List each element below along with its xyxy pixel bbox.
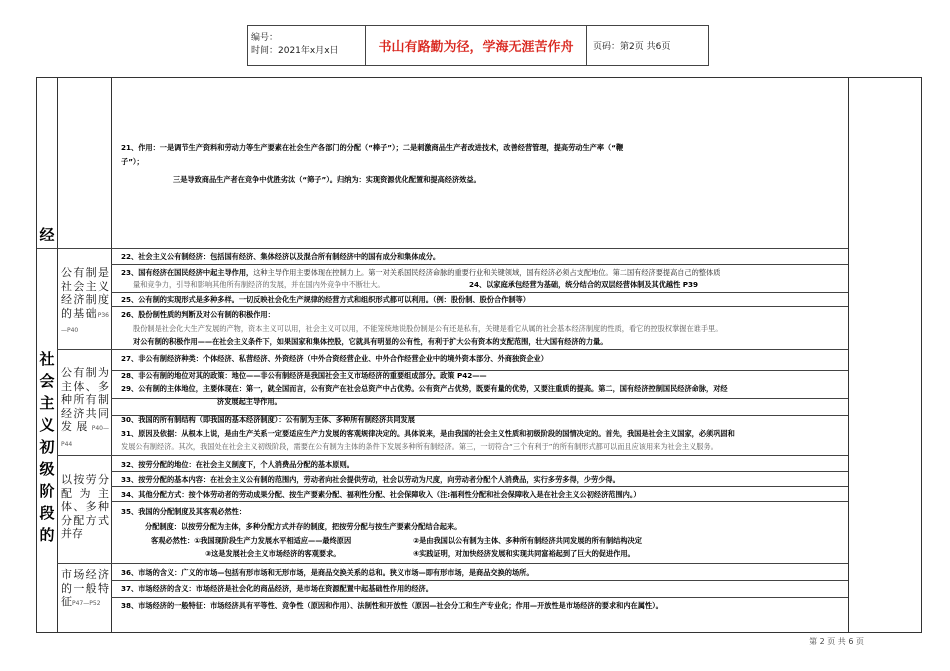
header-page-info: 页码：第2页 共6页 (593, 42, 671, 52)
vertical-char: 阶 (39, 482, 55, 500)
doc-number-label: 编号： (251, 33, 279, 43)
item-29-cont: 济发展起主导作用。 (217, 397, 282, 406)
item-35-reason-2: ②是由我国以公有制为主体、多种所有制经济共同发展的所有制结构决定 (413, 536, 642, 545)
item-35-title: 35、我国的分配制度及其客观必然性： (121, 507, 247, 516)
vertical-char: 社 (39, 350, 55, 368)
item-31-cont: 发展公有制经济。其次，我国处在社会主义初级阶段，需要在公有制为主体的条件下发展多种所有制经济。第三，一切符合“三个有利于”的所有制形式都可以而且应该用来为社会主义服务。 (121, 442, 718, 451)
top-char: 经 (39, 226, 55, 244)
section-title-market-economy: 市场经济的一般特征P47—P52 (61, 568, 109, 608)
vertical-char: 初 (39, 438, 55, 456)
item-31: 31、原因及依据：从根本上说，是由生产关系一定要适应生产力发展的客观规律决定的。具体说来，是由我国的社会主义性质和初级阶段的国情决定的。首先，我国是社会主义国家，必须巩固和 (121, 429, 735, 438)
item-22: 22、社会主义公有制经济：包括国有经济、集体经济以及混合所有制经济中的国有成分和集体成分。 (121, 252, 441, 261)
item-35-reason-1: 客观必然性：①我国现阶段生产力发展水平相适应——最终原因 (151, 536, 352, 545)
notes-table (36, 77, 922, 633)
vertical-char: 会 (39, 372, 55, 390)
doc-time-label: 时间：2021年x月x日 (251, 46, 339, 56)
item-26-title: 26、股份制性质的判断及对公有制的积极作用： (121, 310, 275, 319)
item-30: 30、我国的所有制结构（即我国的基本经济制度）：公有制为主体、多种所有制经济共同发展 (121, 415, 415, 424)
item-27: 27、非公有制经济种类：个体经济、私营经济、外资经济（中外合资经营企业、中外合作经营企业中的境外资本部分、外商独资企业） (121, 354, 548, 363)
item-35-reason-3: ③这是发展社会主义市场经济的客观要求。 (205, 549, 341, 558)
section-title-distribution: 以按劳分配为主体、多种分配方式并存 (61, 473, 109, 540)
item-23: 23、国有经济在国民经济中起主导作用，这种主导作用主要体现在控制力上。第一对关系国民经济命脉的重要行业和关键领域，国有经济必须占支配地位。第二国有经济要提高自己的整体质 (121, 268, 721, 277)
item-35-reason-4: ④实践证明，对加快经济发展和实现共同富裕起到了巨大的促进作用。 (413, 549, 635, 558)
item-35-system: 分配制度：以按劳分配为主体，多种分配方式并存的制度，把按劳分配与按生产要素分配结合起来。 (145, 522, 462, 531)
item-38: 38、市场经济的一般特征：市场经济具有平等性、竞争性（原因和作用）、法制性和开放性（原因—社会分工和生产专业化；作用—开放性是市场经济的要求和内在属性）。 (121, 601, 663, 610)
vertical-char: 义 (39, 416, 55, 434)
vertical-char: 级 (39, 460, 55, 478)
item-24: 24、以家庭承包经营为基础，统分结合的双层经营体制及其优越性 P39 (469, 280, 699, 289)
header-meta-cell (248, 26, 366, 65)
page-header (247, 25, 709, 66)
page-footer: 第 2 页 共 6 页 (809, 637, 864, 646)
section-ref: P47—P52 (72, 600, 101, 607)
item-33: 33、按劳分配的基本内容：在社会主义公有制的范围内，劳动者向社会提供劳动，社会以劳动为尺度，向劳动者分配个人消费品，实行多劳多得，少劳少得。 (121, 475, 620, 484)
item-37: 37、市场经济的含义：市场经济是社会化的商品经济，是市场在资源配置中起基础性作用的经济。 (121, 584, 433, 593)
section-ref: P36—P40 (61, 311, 109, 334)
section-ref: P40—P44 (61, 425, 109, 448)
item-34: 34、其他分配方式：按个体劳动者的劳动成果分配、按生产要素分配、福利性分配、社会保障收入（注:福利性分配和社会保障收入是在社会主义公初经济范围内。） (121, 490, 641, 499)
section-title-ownership-structure: 公有制为主体、多种所有制经济共同发展P40—P44 (61, 366, 109, 448)
vertical-title (37, 348, 57, 546)
item-36: 36、市场的含义：广义的市场—包括有形市场和无形市场，是商品交换关系的总和。狭义市场—即有形市场，是商品交换的场所。 (121, 568, 534, 577)
item-26-body: 股份制是社会化大生产发展的产物，资本主义可以用，社会主义可以用，不能笼统地说股份制是公有还是私有，关键是看它从属的社会基本经济制度的性质，看它的控股权掌握在谁手里。 (133, 324, 723, 333)
vertical-char: 主 (39, 394, 55, 412)
vertical-char: 的 (39, 526, 55, 544)
row-divider (57, 248, 848, 249)
item-26-effect: 对公有制的积极作用——在社会主义条件下，如果国家和集体控股，它就具有明显的公有性，有利于扩大公有资本的支配范围，壮大国有经济的力量。 (133, 337, 608, 346)
item-21-line3: 三是导致商品生产者在竞争中优胜劣汰（“筛子”）。归纳为：实现资源优化配置和提高经济效益。 (173, 175, 481, 184)
item-29: 29、公有制的主体地位，主要体现在：第一，就全国而言，公有资产在社会总资产中占优势。公有资产占优势，既要有量的优势，又要注重质的提高。第二，国有经济控制国民经济命脉，对经 (121, 384, 728, 393)
vertical-char: 段 (39, 504, 55, 522)
item-25: 25、公有制的实现形式是多种多样。一切反映社会化生产规律的经营方式和组织形式都可以利用。（例：股份制、股份合作制等） (121, 295, 530, 304)
item-32: 32、按劳分配的地位：在社会主义制度下，个人消费品分配的基本原则。 (121, 460, 354, 469)
item-21-line2: 子”）； (121, 157, 144, 166)
item-28: 28、非公有制的地位对其的政策：地位——非公有制经济是我国社会主义市场经济的重要组成部分。政策 P42—— (121, 371, 487, 380)
header-motto: 书山有路勤为径，学海无涯苦作舟 (366, 26, 587, 65)
item-21-line1: 21、作用：一是调节生产资料和劳动力等生产要素在社会生产各部门的分配（“棒子”）；二是刺激商品生产者改进技术，改善经营管理，提高劳动生产率（“鞭 (121, 143, 624, 152)
item-23-cont: 量和竞争力，引导和影响其他所有制经济的发展，并在国内外竞争中不断壮大。 (133, 280, 385, 289)
section-title-public-ownership: 公有制是社会主义经济制度的基础P36—P40 (61, 266, 109, 334)
